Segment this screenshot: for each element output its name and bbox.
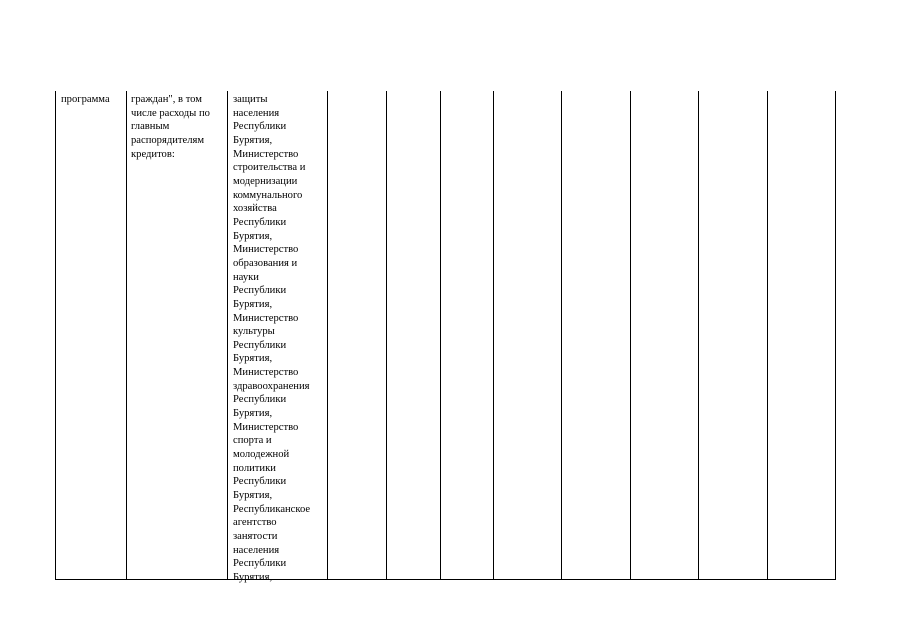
table-column-divider: [440, 91, 441, 580]
table-cell-program-name: граждан", в том числе расходы по главным распорядителям кредитов:: [131, 94, 210, 160]
table-column-divider: [630, 91, 631, 580]
table-column-divider: [767, 91, 768, 580]
table-column-divider: [327, 91, 328, 580]
table-column-divider: [493, 91, 494, 580]
table-cell-responsible-executors: защиты населения Республики Бурятия, Министерство строительства и модернизации коммунального хозяйства Республики Бурятия, Министерство образования и науки Республики Бурятия, Министерство культуры Республики Бурятия, Министерство здравоохранения Республики Бурятия, Министерство спорта и молодежной политики Республики Бурятия, Республиканское агентство занятости населения Республики Бурятия,: [233, 94, 311, 583]
table-column-divider: [227, 91, 228, 580]
budget-table: [55, 91, 836, 580]
table-cell-status: программа: [61, 94, 110, 105]
table-column-divider: [386, 91, 387, 580]
table-column-divider: [126, 91, 127, 580]
table-column-divider: [698, 91, 699, 580]
table-column-divider: [561, 91, 562, 580]
